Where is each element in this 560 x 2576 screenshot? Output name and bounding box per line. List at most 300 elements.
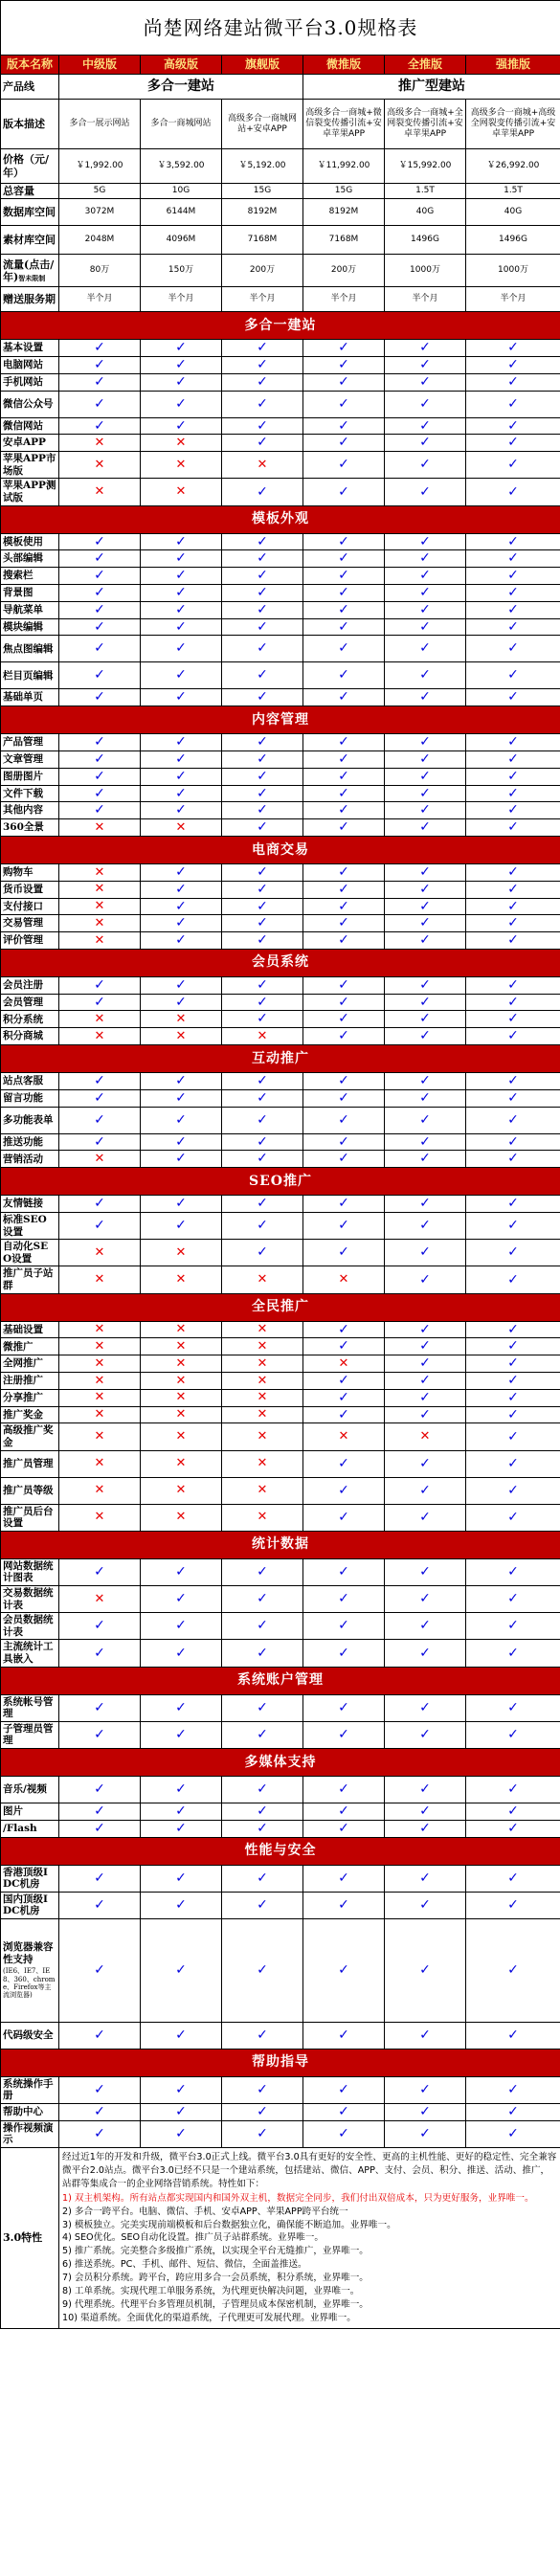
feature-row [1,2022,560,2049]
feature-label [1,2022,59,2049]
feature-item: 3) 模板独立。完美实现前端模板和后台数据独立化，确保能不断追加。业界唯一。 [62,2219,396,2230]
check-icon: ✓ [222,1721,303,1748]
feature-label-text: 系统操作手册 [3,2077,54,2102]
info-row [1,149,560,184]
check-icon: ✓ [59,994,141,1011]
check-icon: ✓ [303,2022,385,2049]
feature-row [1,1776,560,1803]
check-icon: ✓ [141,662,222,689]
spec-value: 40G [466,199,560,226]
check-icon: ✓ [222,750,303,768]
feature-row [1,1640,560,1667]
check-icon: ✓ [303,1450,385,1477]
feature-label [1,601,59,618]
feature-label-text: 代码级安全 [3,2029,54,2042]
check-icon: ✓ [303,356,385,373]
check-icon: ✓ [222,417,303,435]
check-icon: ✓ [385,1355,466,1373]
check-icon: ✓ [385,994,466,1011]
check-icon: ✓ [141,601,222,618]
check-icon: ✓ [466,1585,560,1612]
check-icon: ✓ [385,1373,466,1390]
feature-row [1,819,560,837]
check-icon: ✓ [303,1865,385,1892]
cross-icon: ✕ [59,1406,141,1423]
check-icon: ✓ [141,2120,222,2147]
check-icon: ✓ [222,734,303,751]
feature-label-text: 自动化SEO设置 [3,1241,49,1265]
product-line-row [1,75,560,100]
feature-label [1,1338,59,1355]
feature-label-text: 高级推广奖金 [3,1424,54,1448]
check-icon: ✓ [466,1266,560,1293]
check-icon: ✓ [466,417,560,435]
check-icon: ✓ [303,479,385,505]
check-icon: ✓ [466,734,560,751]
feature-label [1,417,59,435]
check-icon: ✓ [385,550,466,568]
check-icon: ✓ [466,863,560,881]
feature-label [1,689,59,706]
check-icon: ✓ [303,2120,385,2147]
check-icon: ✓ [59,1558,141,1585]
feature-item: 9) 代理系统。代理平台多管理员机制，子管理员成本保密机制，业界唯一。 [62,2299,369,2311]
spec-value: 1.5T [466,184,560,199]
spec-value: 8192M [303,199,385,226]
feature-label-text: 苹果APP市场版 [3,453,56,477]
check-icon: ✓ [303,568,385,585]
feature-label-text: 音乐/视频 [3,1783,47,1796]
feature-label [1,1196,59,1213]
feature-label [1,391,59,417]
feature-label-text: 全网推广 [3,1357,43,1370]
feature-label [1,768,59,785]
check-icon: ✓ [222,601,303,618]
check-icon: ✓ [141,976,222,994]
feature-label-text: 栏目页编辑 [3,669,54,682]
product-line-label: 产品线 [1,75,59,100]
feature-label [1,1477,59,1504]
cross-icon: ✕ [141,479,222,505]
feature-label [1,750,59,768]
check-icon: ✓ [303,662,385,689]
feature-label-text: 会员注册 [3,978,43,991]
check-icon: ✓ [59,1820,141,1837]
feature-label-text: 安卓APP [3,437,46,449]
check-icon: ✓ [222,568,303,585]
check-icon: ✓ [141,750,222,768]
check-icon: ✓ [141,1558,222,1585]
features-label: 3.0特性 [1,2148,59,2329]
feature-label-text: 基础单页 [3,691,43,704]
check-icon: ✓ [385,1151,466,1168]
row-label [1,199,59,226]
feature-label-text: 360全景 [3,821,44,834]
cross-icon: ✕ [141,1338,222,1355]
feature-label [1,373,59,391]
feature-label-text: 积分商城 [3,1030,43,1042]
check-icon: ✓ [59,1694,141,1721]
check-icon: ✓ [303,1477,385,1504]
feature-item: 4) SEO优化。SEO自动化设置。推广员子站群系统。业界唯一。 [62,2232,324,2244]
check-icon: ✓ [466,1640,560,1667]
cross-icon: ✕ [222,1266,303,1293]
spec-value: 半个月 [385,287,466,312]
section-title: 系统账户管理 [1,1667,560,1694]
check-icon: ✓ [303,863,385,881]
check-icon: ✓ [385,601,466,618]
cross-icon: ✕ [141,1389,222,1406]
feature-label [1,976,59,994]
check-icon: ✓ [466,1240,560,1266]
check-icon: ✓ [303,976,385,994]
cross-icon: ✕ [141,1373,222,1390]
feature-label [1,863,59,881]
spec-value: 1000万 [385,255,466,287]
feature-label [1,1406,59,1423]
feature-label [1,340,59,357]
check-icon: ✓ [466,2022,560,2049]
check-icon: ✓ [222,2120,303,2147]
row-label-text: 赠送服务期 [3,293,56,306]
feature-label-text: 积分系统 [3,1013,43,1025]
feature-label-text: 微推广 [3,1340,34,1353]
cross-icon: ✕ [59,1151,141,1168]
check-icon: ✓ [385,1477,466,1504]
check-icon: ✓ [303,932,385,950]
row-label-text: 数据库空间 [3,206,56,219]
check-icon: ✓ [303,1373,385,1390]
check-icon: ✓ [59,2076,141,2103]
feature-row [1,1028,560,1045]
cross-icon: ✕ [141,435,222,452]
cross-icon: ✕ [141,1240,222,1266]
check-icon: ✓ [141,636,222,662]
feature-item: 6) 推送系统。PC、手机、邮件、短信、微信，全面盖推送。 [62,2259,307,2271]
check-icon: ✓ [141,2022,222,2049]
check-icon: ✓ [141,340,222,357]
feature-label-text: 产品管理 [3,736,43,749]
check-icon: ✓ [222,819,303,837]
cross-icon: ✕ [222,1477,303,1504]
check-icon: ✓ [466,768,560,785]
check-icon: ✓ [303,1504,385,1531]
spec-value: 多合一商城网站 [141,100,222,149]
feature-label [1,435,59,452]
check-icon: ✓ [466,2120,560,2147]
check-icon: ✓ [303,750,385,768]
feature-label-text: 标准SEO设置 [3,1214,47,1238]
feature-row [1,734,560,751]
check-icon: ✓ [385,1558,466,1585]
feature-row [1,636,560,662]
spec-value: 半个月 [303,287,385,312]
feature-row [1,1133,560,1151]
check-icon: ✓ [303,1240,385,1266]
spec-value: 1496G [385,226,466,255]
check-icon: ✓ [303,1213,385,1240]
check-icon: ✓ [466,1803,560,1820]
feature-label-text: 交易管理 [3,917,43,930]
feature-item: 10) 渠道系统。全面优化的渠道系统，子代理更可发展代理。业界唯一。 [62,2312,356,2323]
cross-icon: ✕ [141,1504,222,1531]
check-icon: ✓ [141,391,222,417]
spec-value: 150万 [141,255,222,287]
feature-row [1,533,560,550]
cross-icon: ✕ [141,1266,222,1293]
feature-row [1,391,560,417]
cross-icon: ✕ [59,1355,141,1373]
check-icon: ✓ [303,1133,385,1151]
feature-item: 1) 双主机架构。所有站点都实现国内和国外双主机，数据完全同步，我们付出双倍成本，只为更好服务，业界唯一。 [62,2192,534,2204]
row-label [1,100,59,149]
check-icon: ✓ [466,1373,560,1390]
spec-value: 200万 [303,255,385,287]
check-icon: ✓ [59,1803,141,1820]
check-icon: ✓ [303,1803,385,1820]
plan-name: 全推版 [385,56,466,75]
check-icon: ✓ [303,1406,385,1423]
feature-label [1,1865,59,1892]
check-icon: ✓ [222,1585,303,1612]
spec-value: 多合一展示网站 [59,100,141,149]
cross-icon: ✕ [59,1321,141,1338]
check-icon: ✓ [466,533,560,550]
feature-row [1,618,560,636]
check-icon: ✓ [385,1820,466,1837]
cross-icon: ✕ [141,1406,222,1423]
check-icon: ✓ [222,636,303,662]
feature-label [1,636,59,662]
check-icon: ✓ [303,2076,385,2103]
row-label-text: 总容量 [3,185,34,197]
spec-value: ￥26,992.00 [466,149,560,184]
check-icon: ✓ [303,1776,385,1803]
spec-value: 1000万 [466,255,560,287]
check-icon: ✓ [59,1213,141,1240]
feature-row [1,932,560,950]
feature-label-text: 浏览器兼容性支持 [3,1941,54,1965]
check-icon: ✓ [466,1776,560,1803]
plan-name: 中级版 [59,56,141,75]
feature-row [1,1073,560,1090]
check-icon: ✓ [385,1406,466,1423]
header-label: 版本名称 [1,56,59,75]
cross-icon: ✕ [59,1389,141,1406]
spec-value: 高级多合一商城+全网裂变传播引流+安卓苹果APP [385,100,466,149]
feature-row [1,550,560,568]
check-icon: ✓ [385,898,466,915]
cross-icon: ✕ [141,1477,222,1504]
section-title: 多媒体支持 [1,1748,560,1776]
check-icon: ✓ [385,819,466,837]
check-icon: ✓ [466,898,560,915]
feature-row [1,863,560,881]
check-icon: ✓ [385,533,466,550]
check-icon: ✓ [59,550,141,568]
feature-label-text: 模板使用 [3,535,43,548]
feature-row [1,662,560,689]
info-row [1,184,560,199]
feature-label [1,1355,59,1373]
cross-icon: ✕ [141,1028,222,1045]
feature-label [1,533,59,550]
cross-icon: ✕ [141,1355,222,1373]
feature-label-text: 国内顶级IDC机房 [3,1893,48,1917]
feature-row [1,1585,560,1612]
check-icon: ✓ [303,819,385,837]
check-icon: ✓ [141,356,222,373]
cross-icon: ✕ [385,1423,466,1450]
feature-label-text: 苹果APP测试版 [3,480,56,504]
check-icon: ✓ [303,734,385,751]
feature-row [1,356,560,373]
feature-label-text: 文章管理 [3,753,43,766]
check-icon: ✓ [141,1089,222,1107]
check-icon: ✓ [303,1892,385,1918]
spec-value: 2048M [59,226,141,255]
row-label [1,149,59,184]
check-icon: ✓ [466,1107,560,1133]
check-icon: ✓ [385,1721,466,1748]
check-icon: ✓ [303,1918,385,2022]
feature-label-text: 模块编辑 [3,620,43,633]
feature-row [1,1504,560,1531]
spec-value: 80万 [59,255,141,287]
check-icon: ✓ [303,1107,385,1133]
row-label-text: 流量(点击/年) [3,258,55,283]
check-icon: ✓ [303,340,385,357]
check-icon: ✓ [222,584,303,601]
check-icon: ✓ [141,568,222,585]
feature-label [1,1423,59,1450]
feature-item: 5) 推广系统。完美整合多级推广系统，以实现全平台无缝推广，业界唯一。 [62,2246,369,2257]
feature-label [1,618,59,636]
check-icon: ✓ [385,1073,466,1090]
feature-label-text: 焦点图编辑 [3,642,54,655]
check-icon: ✓ [222,533,303,550]
section-header-row [1,1748,560,1776]
check-icon: ✓ [303,1389,385,1406]
spec-value: 6144M [141,199,222,226]
check-icon: ✓ [141,932,222,950]
feature-row [1,1089,560,1107]
section-title: 会员系统 [1,949,560,976]
check-icon: ✓ [385,1321,466,1338]
check-icon: ✓ [222,1640,303,1667]
feature-row [1,689,560,706]
check-icon: ✓ [141,1803,222,1820]
check-icon: ✓ [222,1918,303,2022]
row-label-text: 价格（元/年） [3,153,50,179]
check-icon: ✓ [141,734,222,751]
check-icon: ✓ [222,915,303,932]
check-icon: ✓ [222,1558,303,1585]
spec-value: 高级多合一商城+高级全网裂变传播引流+安卓苹果APP [466,100,560,149]
feature-row [1,1213,560,1240]
cross-icon: ✕ [141,819,222,837]
check-icon: ✓ [303,785,385,802]
check-icon: ✓ [222,435,303,452]
check-icon: ✓ [466,994,560,1011]
spec-value: 高级多合一商城+微信裂变传播引流+安卓苹果APP [303,100,385,149]
feature-label [1,1613,59,1640]
check-icon: ✓ [466,373,560,391]
spec-value: ￥11,992.00 [303,149,385,184]
feature-row [1,881,560,898]
check-icon: ✓ [59,340,141,357]
section-header-row [1,1045,560,1073]
check-icon: ✓ [141,1213,222,1240]
check-icon: ✓ [303,636,385,662]
check-icon: ✓ [466,932,560,950]
feature-label [1,356,59,373]
check-icon: ✓ [466,601,560,618]
feature-row [1,479,560,505]
feature-label-text: 主流统计工具嵌入 [3,1641,54,1665]
check-icon: ✓ [385,1089,466,1107]
feature-label [1,1585,59,1612]
check-icon: ✓ [222,391,303,417]
check-icon: ✓ [303,533,385,550]
cross-icon: ✕ [59,1477,141,1504]
check-icon: ✓ [59,1865,141,1892]
feature-label [1,819,59,837]
check-icon: ✓ [141,2076,222,2103]
check-icon: ✓ [385,1892,466,1918]
feature-row [1,2120,560,2147]
feature-row [1,2104,560,2121]
spec-value: 200万 [222,255,303,287]
feature-row [1,1240,560,1266]
feature-label [1,1892,59,1918]
check-icon: ✓ [466,1151,560,1168]
feature-row [1,915,560,932]
cross-icon: ✕ [59,1373,141,1390]
feature-label-text: 微信公众号 [3,397,54,410]
check-icon: ✓ [222,356,303,373]
feature-label-text: 操作视频演示 [3,2121,54,2146]
check-icon: ✓ [385,2120,466,2147]
cross-icon: ✕ [59,452,141,479]
cross-icon: ✕ [59,1240,141,1266]
check-icon: ✓ [385,1613,466,1640]
check-icon: ✓ [466,662,560,689]
feature-row [1,373,560,391]
check-icon: ✓ [466,391,560,417]
check-icon: ✓ [466,1406,560,1423]
feature-label-text: 营销活动 [3,1153,43,1165]
feature-label [1,1776,59,1803]
check-icon: ✓ [466,1892,560,1918]
spec-value: 1.5T [385,184,466,199]
feature-label-text: 推广奖金 [3,1408,43,1421]
check-icon: ✓ [385,1196,466,1213]
check-icon: ✓ [141,689,222,706]
feature-row [1,340,560,357]
feature-item: 8) 工单系统。实现代理工单服务系统，为代理更快解决问题，业界唯一。 [62,2286,360,2297]
spec-value: 15G [303,184,385,199]
feature-label-text: 分享推广 [3,1391,43,1403]
feature-label [1,662,59,689]
cross-icon: ✕ [59,1011,141,1028]
check-icon: ✓ [141,898,222,915]
row-label [1,255,59,287]
feature-label [1,1073,59,1090]
check-icon: ✓ [385,1133,466,1151]
check-icon: ✓ [303,1558,385,1585]
check-icon: ✓ [466,2104,560,2121]
